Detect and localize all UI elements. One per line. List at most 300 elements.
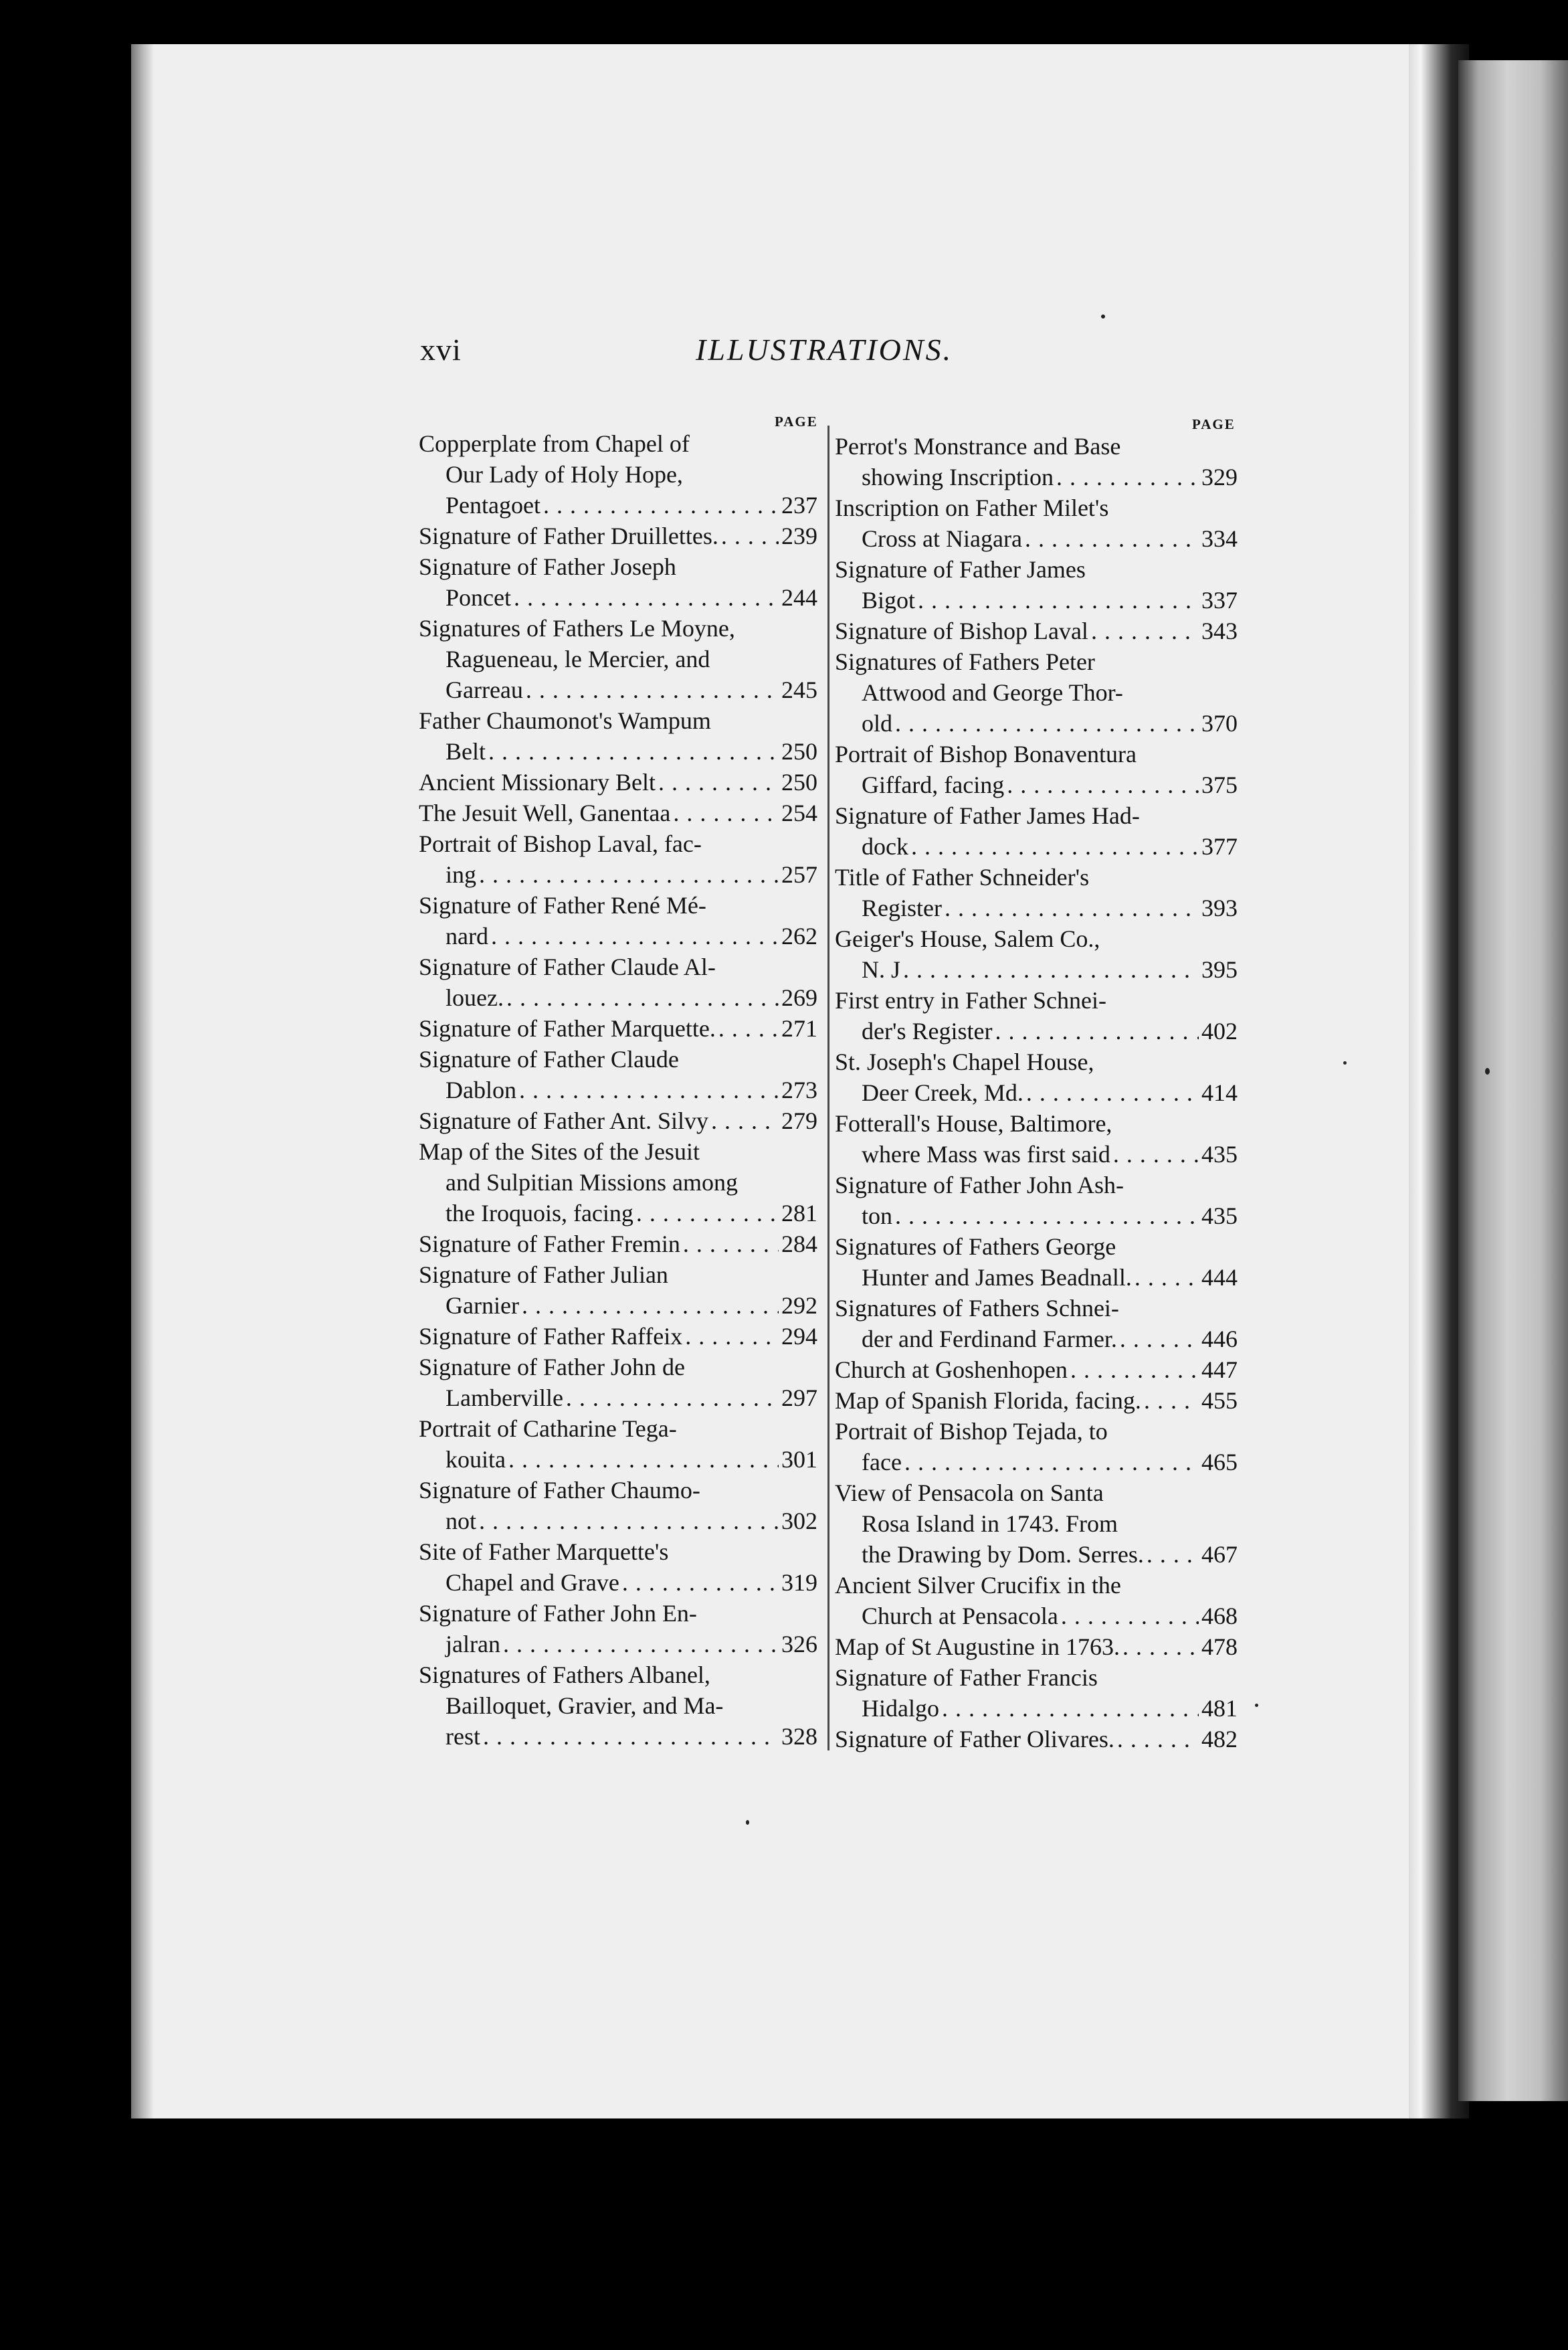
- entry-text: Belt: [446, 738, 486, 765]
- list-item: [835, 1416, 1238, 1477]
- list-item: [835, 985, 1238, 1047]
- entry-line: [419, 767, 817, 798]
- entry-text: Garreau: [446, 676, 523, 703]
- entry-text: Signature of Father James: [835, 556, 1086, 583]
- entry-text: Giffard, facing: [862, 772, 1005, 798]
- list-item: [419, 767, 817, 798]
- entry-line: [419, 1690, 817, 1721]
- facing-page-edge: [1458, 60, 1568, 2101]
- page-ref: 294: [781, 1323, 817, 1350]
- entry-line: [835, 1601, 1238, 1631]
- dot-leader: [685, 1321, 779, 1352]
- page-ref: 254: [781, 800, 817, 826]
- page-ref: 435: [1201, 1202, 1238, 1229]
- page-ref: 284: [781, 1231, 817, 1257]
- list-item: [835, 1047, 1238, 1108]
- entry-line: [835, 739, 1238, 770]
- entry-line: [835, 1077, 1238, 1108]
- entry-text: Hidalgo: [862, 1695, 939, 1722]
- page-ref: 370: [1201, 710, 1238, 737]
- list-item: [419, 1352, 817, 1413]
- list-item: [835, 554, 1238, 616]
- entry-line: [835, 1262, 1238, 1293]
- entry-line: [419, 1659, 817, 1690]
- entry-text: Signature of Father Joseph: [419, 553, 676, 580]
- entry-text: Map of Spanish Florida, facing.: [835, 1387, 1141, 1414]
- entry-text: Church at Goshenhopen: [835, 1356, 1068, 1383]
- page-ref: 244: [781, 584, 817, 611]
- entry-line: [419, 890, 817, 921]
- entry-line: [835, 985, 1238, 1016]
- page-ref: 435: [1201, 1141, 1238, 1168]
- list-item: [419, 952, 817, 1013]
- entry-line: [835, 1416, 1238, 1447]
- ink-speck: [1485, 1068, 1490, 1075]
- page-ref: 257: [781, 861, 817, 888]
- entry-text: St. Joseph's Chapel House,: [835, 1049, 1094, 1075]
- entry-line: [419, 736, 817, 767]
- page-ref: 301: [781, 1446, 817, 1473]
- entry-text: Signatures of Fathers Peter: [835, 648, 1095, 675]
- ink-speck: [1101, 314, 1105, 319]
- entry-line: [835, 1477, 1238, 1508]
- left-page-heading: PAGE: [775, 414, 818, 430]
- entry-text: louez.: [446, 984, 504, 1011]
- list-item: [835, 1477, 1238, 1570]
- entry-line: [419, 613, 817, 644]
- list-item: [419, 1659, 817, 1752]
- dot-leader: [1091, 616, 1199, 646]
- list-item: [835, 1570, 1238, 1631]
- entry-line: [835, 523, 1238, 554]
- entry-line: [419, 490, 817, 521]
- entry-line: [419, 1475, 817, 1506]
- entry-text: jalran: [446, 1631, 500, 1657]
- entry-text: Signature of Father Marquette.: [419, 1015, 716, 1042]
- entry-line: [419, 1198, 817, 1229]
- entry-line: [419, 982, 817, 1013]
- entry-text: the Drawing by Dom. Serres.: [862, 1541, 1144, 1568]
- entry-text: Cross at Niagara: [862, 525, 1022, 552]
- list-item: [419, 705, 817, 767]
- dot-leader: [911, 831, 1199, 862]
- left-illustration-list: [419, 428, 817, 1752]
- entry-line: [419, 428, 817, 459]
- list-item: [419, 1413, 817, 1475]
- entry-text: Signature of Father Fremin: [419, 1231, 680, 1257]
- page-ref: 482: [1201, 1726, 1238, 1752]
- list-item: [835, 862, 1238, 923]
- entry-text: Bigot: [862, 587, 916, 614]
- dot-leader: [1026, 1077, 1199, 1108]
- entry-text: dock: [862, 833, 908, 860]
- dot-leader: [1117, 1724, 1199, 1754]
- page-ref: 250: [781, 769, 817, 796]
- entry-line: [419, 705, 817, 736]
- entry-line: [419, 1321, 817, 1352]
- entry-line: [419, 1013, 817, 1044]
- list-item: [835, 1231, 1238, 1293]
- list-item: [835, 1354, 1238, 1385]
- dot-leader: [1122, 1631, 1199, 1662]
- page-ref: 329: [1201, 464, 1238, 490]
- list-item: [419, 1598, 817, 1659]
- dot-leader: [622, 1567, 779, 1598]
- dot-leader: [995, 1016, 1199, 1047]
- entry-line: [419, 644, 817, 674]
- entry-line: [419, 674, 817, 705]
- entry-text: View of Pensacola on Santa: [835, 1479, 1104, 1506]
- entry-line: [835, 1354, 1238, 1385]
- dot-leader: [895, 1200, 1199, 1231]
- dot-leader: [1147, 1539, 1199, 1570]
- entry-line: [419, 551, 817, 582]
- entry-text: Garnier: [446, 1292, 519, 1319]
- dot-leader: [479, 1506, 779, 1536]
- dot-leader: [508, 1444, 779, 1475]
- entry-text: Bailloquet, Gravier, and Ma-: [446, 1692, 724, 1719]
- dot-leader: [1061, 1601, 1199, 1631]
- entry-text: N. J: [862, 956, 901, 983]
- page-ref: 337: [1201, 587, 1238, 614]
- dot-leader: [673, 798, 779, 828]
- dot-leader: [503, 1629, 779, 1659]
- entry-line: [835, 831, 1238, 862]
- entry-text: Signature of Father John de: [419, 1354, 685, 1380]
- entry-text: ton: [862, 1202, 893, 1229]
- entry-line: [419, 828, 817, 859]
- list-item: [419, 428, 817, 521]
- entry-line: [835, 1016, 1238, 1047]
- list-item: [835, 646, 1238, 739]
- page-ref: 326: [781, 1631, 817, 1657]
- entry-text: Portrait of Bishop Tejada, to: [835, 1418, 1108, 1445]
- entry-text: Signature of Father Ant. Silvy: [419, 1107, 708, 1134]
- entry-text: Signature of Father Francis: [835, 1664, 1098, 1691]
- entry-text: Inscription on Father Milet's: [835, 494, 1109, 521]
- entry-text: Attwood and George Thor-: [862, 679, 1123, 706]
- list-item: [419, 1259, 817, 1321]
- entry-line: [835, 954, 1238, 985]
- entry-line: [835, 554, 1238, 585]
- page-ref: 250: [781, 738, 817, 765]
- entry-line: [835, 1662, 1238, 1693]
- entry-line: [419, 1136, 817, 1167]
- entry-line: [419, 1075, 817, 1105]
- entry-line: [419, 1413, 817, 1444]
- page-left-shadow: [131, 44, 154, 2118]
- list-item: [835, 800, 1238, 862]
- list-item: [835, 739, 1238, 800]
- entry-line: [835, 770, 1238, 800]
- dot-leader: [895, 708, 1199, 739]
- entry-line: [419, 1167, 817, 1198]
- page-ref: 237: [781, 492, 817, 519]
- entry-line: [419, 1721, 817, 1752]
- entry-line: [835, 492, 1238, 523]
- list-item: [835, 1108, 1238, 1170]
- entry-line: [835, 923, 1238, 954]
- dot-leader: [1120, 1324, 1199, 1354]
- dot-leader: [1113, 1139, 1199, 1170]
- entry-line: [835, 1631, 1238, 1662]
- dot-leader: [488, 736, 779, 767]
- entry-text: Dablon: [446, 1077, 516, 1103]
- entry-line: [835, 646, 1238, 677]
- ink-speck: [1343, 1061, 1347, 1065]
- page-ref: 468: [1201, 1603, 1238, 1629]
- page-ref: 395: [1201, 956, 1238, 983]
- entry-line: [835, 462, 1238, 492]
- dot-leader: [904, 1447, 1199, 1477]
- entry-text: Signature of Father Raffeix: [419, 1323, 683, 1350]
- page-ref: 465: [1201, 1449, 1238, 1475]
- column-divider: [827, 426, 829, 1750]
- entry-text: showing Inscription: [862, 464, 1054, 490]
- page-ref: 478: [1201, 1633, 1238, 1660]
- entry-text: First entry in Father Schnei-: [835, 987, 1106, 1014]
- entry-text: Chapel and Grave: [446, 1569, 619, 1596]
- entry-text: Title of Father Schneider's: [835, 864, 1090, 891]
- list-item: [835, 1631, 1238, 1662]
- entry-text: kouita: [446, 1446, 506, 1473]
- page-ref: 271: [781, 1015, 817, 1042]
- entry-line: [835, 1047, 1238, 1077]
- list-item: [419, 1105, 817, 1136]
- entry-line: [419, 1259, 817, 1290]
- list-item: [835, 1385, 1238, 1416]
- entry-text: Portrait of Catharine Tega-: [419, 1415, 677, 1442]
- list-item: [835, 492, 1238, 554]
- entry-line: [835, 800, 1238, 831]
- page-ref: 245: [781, 676, 817, 703]
- entry-text: Map of St Augustine in 1763.: [835, 1633, 1120, 1660]
- dot-leader: [1007, 770, 1199, 800]
- page-ref: 292: [781, 1292, 817, 1319]
- dot-leader: [526, 674, 779, 705]
- entry-text: der's Register: [862, 1018, 993, 1045]
- dot-leader: [479, 859, 779, 890]
- entry-line: [835, 1324, 1238, 1354]
- dot-leader: [1025, 523, 1199, 554]
- entry-text: Signatures of Fathers Le Moyne,: [419, 615, 735, 642]
- list-item: [835, 431, 1238, 492]
- entry-line: [835, 1508, 1238, 1539]
- list-item: [835, 1293, 1238, 1354]
- entry-text: Rosa Island in 1743. From: [862, 1510, 1118, 1537]
- entry-text: Ancient Missionary Belt: [419, 769, 656, 796]
- list-item: [835, 923, 1238, 985]
- entry-text: Geiger's House, Salem Co.,: [835, 925, 1100, 952]
- entry-line: [835, 1724, 1238, 1754]
- entry-text: Signature of Father Druillettes.: [419, 523, 718, 549]
- entry-line: [419, 1444, 817, 1475]
- entry-line: [835, 677, 1238, 708]
- dot-leader: [566, 1382, 779, 1413]
- entry-line: [835, 616, 1238, 646]
- list-item: [419, 613, 817, 705]
- list-item: [419, 1229, 817, 1259]
- entry-text: Poncet: [446, 584, 511, 611]
- page-ref: 467: [1201, 1541, 1238, 1568]
- list-item: [835, 1662, 1238, 1724]
- entry-line: [835, 1293, 1238, 1324]
- entry-text: Perrot's Monstrance and Base: [835, 433, 1121, 460]
- page-ref: 455: [1201, 1387, 1238, 1414]
- entry-text: Ancient Silver Crucifix in the: [835, 1572, 1121, 1599]
- entry-text: Signature of Father Claude: [419, 1046, 679, 1073]
- entry-text: Fotterall's House, Baltimore,: [835, 1110, 1112, 1137]
- entry-text: Ragueneau, le Mercier, and: [446, 646, 710, 672]
- entry-line: [835, 1447, 1238, 1477]
- entry-text: Father Chaumonot's Wampum: [419, 707, 711, 734]
- entry-text: and Sulpitian Missions among: [446, 1169, 739, 1196]
- right-illustration-list: [835, 431, 1238, 1754]
- entry-text: Our Lady of Holy Hope,: [446, 461, 683, 488]
- list-item: [419, 551, 817, 613]
- entry-text: Site of Father Marquette's: [419, 1538, 669, 1565]
- entry-text: rest: [446, 1723, 480, 1750]
- dot-leader: [506, 982, 779, 1013]
- entry-text: Copperplate from Chapel of: [419, 430, 690, 457]
- page-ref: 279: [781, 1107, 817, 1134]
- entry-line: [419, 1105, 817, 1136]
- entry-line: [419, 1629, 817, 1659]
- dot-leader: [491, 921, 779, 952]
- page-title: ILLUSTRATIONS.: [696, 333, 953, 367]
- entry-line: [419, 1567, 817, 1598]
- entry-text: old: [862, 710, 893, 737]
- entry-line: [835, 862, 1238, 893]
- list-item: [419, 798, 817, 828]
- page-ref: 375: [1201, 772, 1238, 798]
- entry-text: nard: [446, 923, 488, 950]
- page-ref: 262: [781, 923, 817, 950]
- page-ref: 281: [781, 1200, 817, 1227]
- entry-text: Portrait of Bishop Laval, fac-: [419, 830, 702, 857]
- entry-line: [419, 1290, 817, 1321]
- page-ref: 273: [781, 1077, 817, 1103]
- entry-text: Signature of Father John Ash-: [835, 1172, 1124, 1198]
- entry-line: [835, 1200, 1238, 1231]
- dot-leader: [903, 954, 1199, 985]
- dot-leader: [519, 1075, 779, 1105]
- entry-line: [419, 1044, 817, 1075]
- dot-leader: [718, 1013, 779, 1044]
- entry-text: Signature of Bishop Laval: [835, 618, 1088, 644]
- entry-text: ing: [446, 861, 477, 888]
- entry-line: [419, 921, 817, 952]
- entry-line: [419, 521, 817, 551]
- entry-text: face: [862, 1449, 902, 1475]
- entry-text: Signature of Father Olivares.: [835, 1726, 1114, 1752]
- entry-line: [419, 1598, 817, 1629]
- dot-leader: [658, 767, 779, 798]
- page-ref: 343: [1201, 618, 1238, 644]
- dot-leader: [711, 1105, 779, 1136]
- dot-leader: [942, 1693, 1199, 1724]
- entry-text: Signatures of Fathers Albanel,: [419, 1661, 710, 1688]
- entry-line: [419, 1382, 817, 1413]
- entry-text: Signature of Father Julian: [419, 1261, 668, 1288]
- entry-text: Signature of Father James Had-: [835, 802, 1140, 829]
- list-item: [419, 890, 817, 952]
- entry-line: [835, 1139, 1238, 1170]
- entry-line: [835, 1231, 1238, 1262]
- right-page-heading: PAGE: [1192, 416, 1236, 432]
- entry-line: [835, 431, 1238, 462]
- list-item: [835, 1170, 1238, 1231]
- page-ref: 269: [781, 984, 817, 1011]
- dot-leader: [522, 1290, 779, 1321]
- entry-text: Deer Creek, Md.: [862, 1079, 1023, 1106]
- dot-leader: [543, 490, 779, 521]
- list-item: [419, 828, 817, 890]
- entry-text: der and Ferdinand Farmer.: [862, 1326, 1117, 1352]
- entry-text: Signatures of Fathers George: [835, 1233, 1116, 1260]
- entry-text: Portrait of Bishop Bonaventura: [835, 741, 1137, 767]
- entry-text: Signatures of Fathers Schnei-: [835, 1295, 1119, 1322]
- entry-line: [419, 582, 817, 613]
- entry-text: Signature of Father John En-: [419, 1600, 697, 1627]
- entry-line: [835, 893, 1238, 923]
- list-item: [419, 1321, 817, 1352]
- ink-speck: [746, 1820, 749, 1825]
- entry-line: [419, 952, 817, 982]
- entry-line: [419, 459, 817, 490]
- entry-line: [835, 1570, 1238, 1601]
- dot-leader: [683, 1229, 779, 1259]
- entry-text: Church at Pensacola: [862, 1603, 1058, 1629]
- page-ref: 446: [1201, 1326, 1238, 1352]
- dot-leader: [918, 585, 1199, 616]
- entry-line: [835, 1170, 1238, 1200]
- entry-text: Signature of Father Claude Al-: [419, 954, 716, 980]
- list-item: [835, 1724, 1238, 1754]
- dot-leader: [1135, 1262, 1199, 1293]
- entry-text: the Iroquois, facing: [446, 1200, 633, 1227]
- list-item: [419, 1475, 817, 1536]
- list-item: [419, 1044, 817, 1105]
- dot-leader: [514, 582, 779, 613]
- dot-leader: [636, 1198, 779, 1229]
- entry-line: [835, 708, 1238, 739]
- entry-line: [419, 798, 817, 828]
- page-ref: 302: [781, 1508, 817, 1534]
- entry-text: Signature of Father René Mé-: [419, 892, 706, 919]
- page-ref: 328: [781, 1723, 817, 1750]
- entry-text: Signature of Father Chaumo-: [419, 1477, 700, 1504]
- page-number: xvi: [420, 333, 462, 367]
- entry-line: [419, 859, 817, 890]
- entry-text: The Jesuit Well, Ganentaa: [419, 800, 671, 826]
- entry-line: [835, 1693, 1238, 1724]
- entry-line: [419, 1506, 817, 1536]
- dot-leader: [1070, 1354, 1199, 1385]
- entry-line: [419, 1536, 817, 1567]
- page-ref: 447: [1201, 1356, 1238, 1383]
- entry-line: [419, 1229, 817, 1259]
- entry-text: Register: [862, 895, 942, 921]
- entry-text: Hunter and James Beadnall.: [862, 1264, 1132, 1291]
- entry-line: [835, 585, 1238, 616]
- page-ref: 239: [781, 523, 817, 549]
- entry-text: not: [446, 1508, 477, 1534]
- entry-text: Pentagoet: [446, 492, 541, 519]
- dot-leader: [1144, 1385, 1199, 1416]
- ink-speck: [1255, 1704, 1258, 1707]
- list-item: [419, 521, 817, 551]
